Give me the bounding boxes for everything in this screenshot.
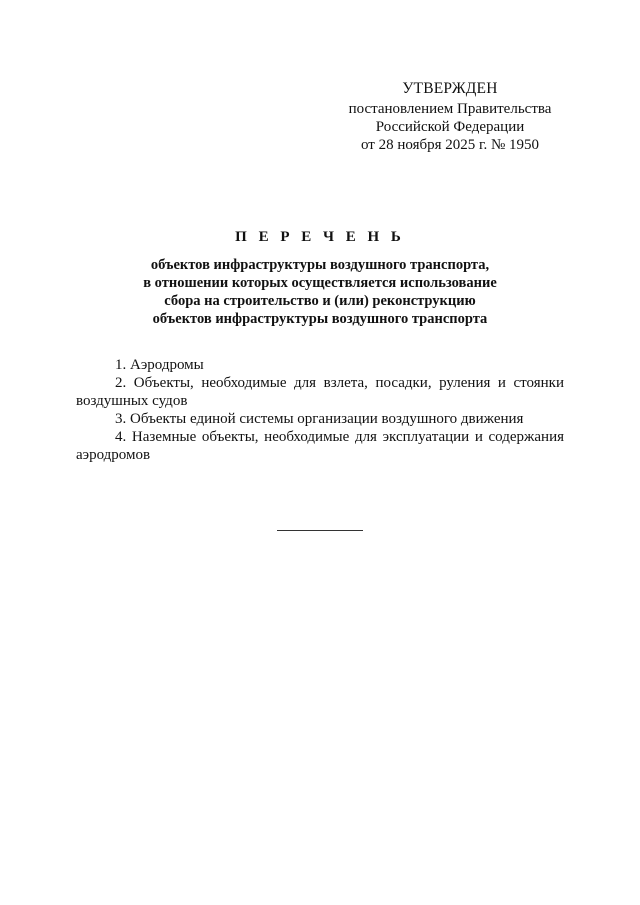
approval-stamp: УТВЕРЖДЕН [402,80,498,97]
approval-line-3: от 28 ноября 2025 г. № 1950 [360,137,540,153]
list-item-2: 2. Объекты, необходимые для взлета, посадки, руления и стоянки воздушных судов [76,375,564,409]
items-list [76,356,564,464]
document-title-block [70,228,570,328]
subtitle-line-3: сбора на строительство и (или) реконструкцию [164,293,476,309]
approval-line-2: Российской Федерации [375,119,525,135]
list-item-3: 3. Объекты единой системы организации воздушного движения [115,411,524,427]
list-item-1: 1. Аэродромы [115,357,204,373]
approval-line-1: постановлением Правительства [348,101,552,117]
approval-block [330,80,570,154]
subtitle-line-1: объектов инфраструктуры воздушного транспорта, [150,257,490,273]
subtitle-line-4: объектов инфраструктуры воздушного транспорта [152,311,488,327]
document-heading: П Е Р Е Ч Е Н Ь [235,229,405,245]
document-subtitle [70,256,570,328]
list-item-4: 4. Наземные объекты, необходимые для эксплуатации и содержания аэродромов [76,429,564,463]
end-separator-line [277,530,363,531]
subtitle-line-2: в отношении которых осуществляется использование [143,275,497,291]
